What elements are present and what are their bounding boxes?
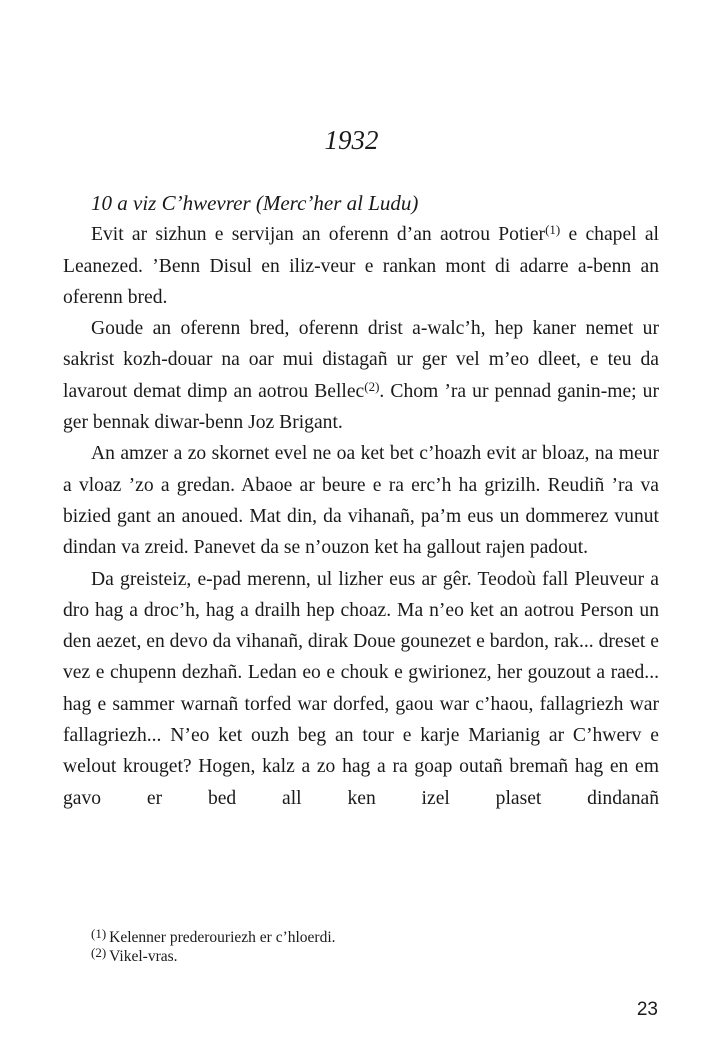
chapter-year-heading: 1932 [324, 125, 379, 155]
entry-date: 10 a viz C’hwevrer (Merc’her al Ludu) [91, 191, 419, 215]
paragraph-2-start: Goude an oferenn bred, oferenn drist a-walc’h, hep kaner nemet ur sakrist kozh-douar na oar mui distagañ ur ger vel m’eo dleet, e teu da lavarout demat dimp an aotrou Bellec [63, 318, 659, 402]
paragraph-1-start: Evit ar sizhun e servijan an oferenn d’an aotrou Potier [91, 224, 546, 246]
footnote-1-mark: (1) [91, 926, 107, 941]
paragraph-1 [63, 219, 659, 313]
paragraph-1-end: e chapel al Leanezed. ’Benn Disul en iliz-veur e rankan mont di adarre a-benn an oferenn bred. [63, 224, 659, 308]
paragraph-3: An amzer a zo skornet evel ne oa ket bet c’hoazh evit ar bloaz, na meur a vloaz ’zo a gredan. Abaoe ar beure e ra erc’h ha grizilh. Reudiñ ’ra va bizied gant an anoued. Mat din, da vihanañ, pa’m eus un dommerez vunut dindan va zreid. Panevet da se n’ouzon ket ha gallout rajen padout. [63, 443, 659, 559]
footnote-2-mark: (2) [91, 945, 107, 960]
footnotes [91, 928, 651, 966]
footnote-1-text: Kelenner prederouriezh er c’hloerdi. [109, 929, 336, 946]
footnote-2 [91, 947, 651, 966]
footnote-1 [91, 928, 651, 947]
page-number: 23 [636, 999, 658, 1020]
paragraph-2-end: . Chom ’ra ur pennad ganin-me; ur ger bennak diwar-benn Joz Brigant. [63, 380, 659, 434]
footnote-2-text: Vikel-vras. [109, 948, 178, 965]
footnote-marker-1: (1) [545, 222, 561, 238]
diary-body [63, 188, 659, 814]
footnote-marker-2: (2) [364, 378, 380, 394]
paragraph-2 [63, 313, 659, 438]
paragraph-4: Da greisteiz, e-pad merenn, ul lizher eus ar gêr. Teodoù fall Pleuveur a dro hag a droc’h, hag a drailh hep choaz. Ma n’eo ket an aotrou Person un den aezet, en devo da vihanañ, dirak Doue gounezet e bardon, rak... dreset e vez e chupenn dezhañ. Ledan eo e chouk e gwirionez, her gouzout a raed... hag e sammer warnañ torfed war dorfed, gaou war c’haou, fallagriezh war fallagriezh... N’eo ket ouzh beg an tour e karje Marianig ar C’hwerv e welout krouget? Hogen, kalz a zo hag a ra goap outañ bremañ hag en em gavo er bed all ken izel plaset dindanañ [63, 568, 659, 809]
